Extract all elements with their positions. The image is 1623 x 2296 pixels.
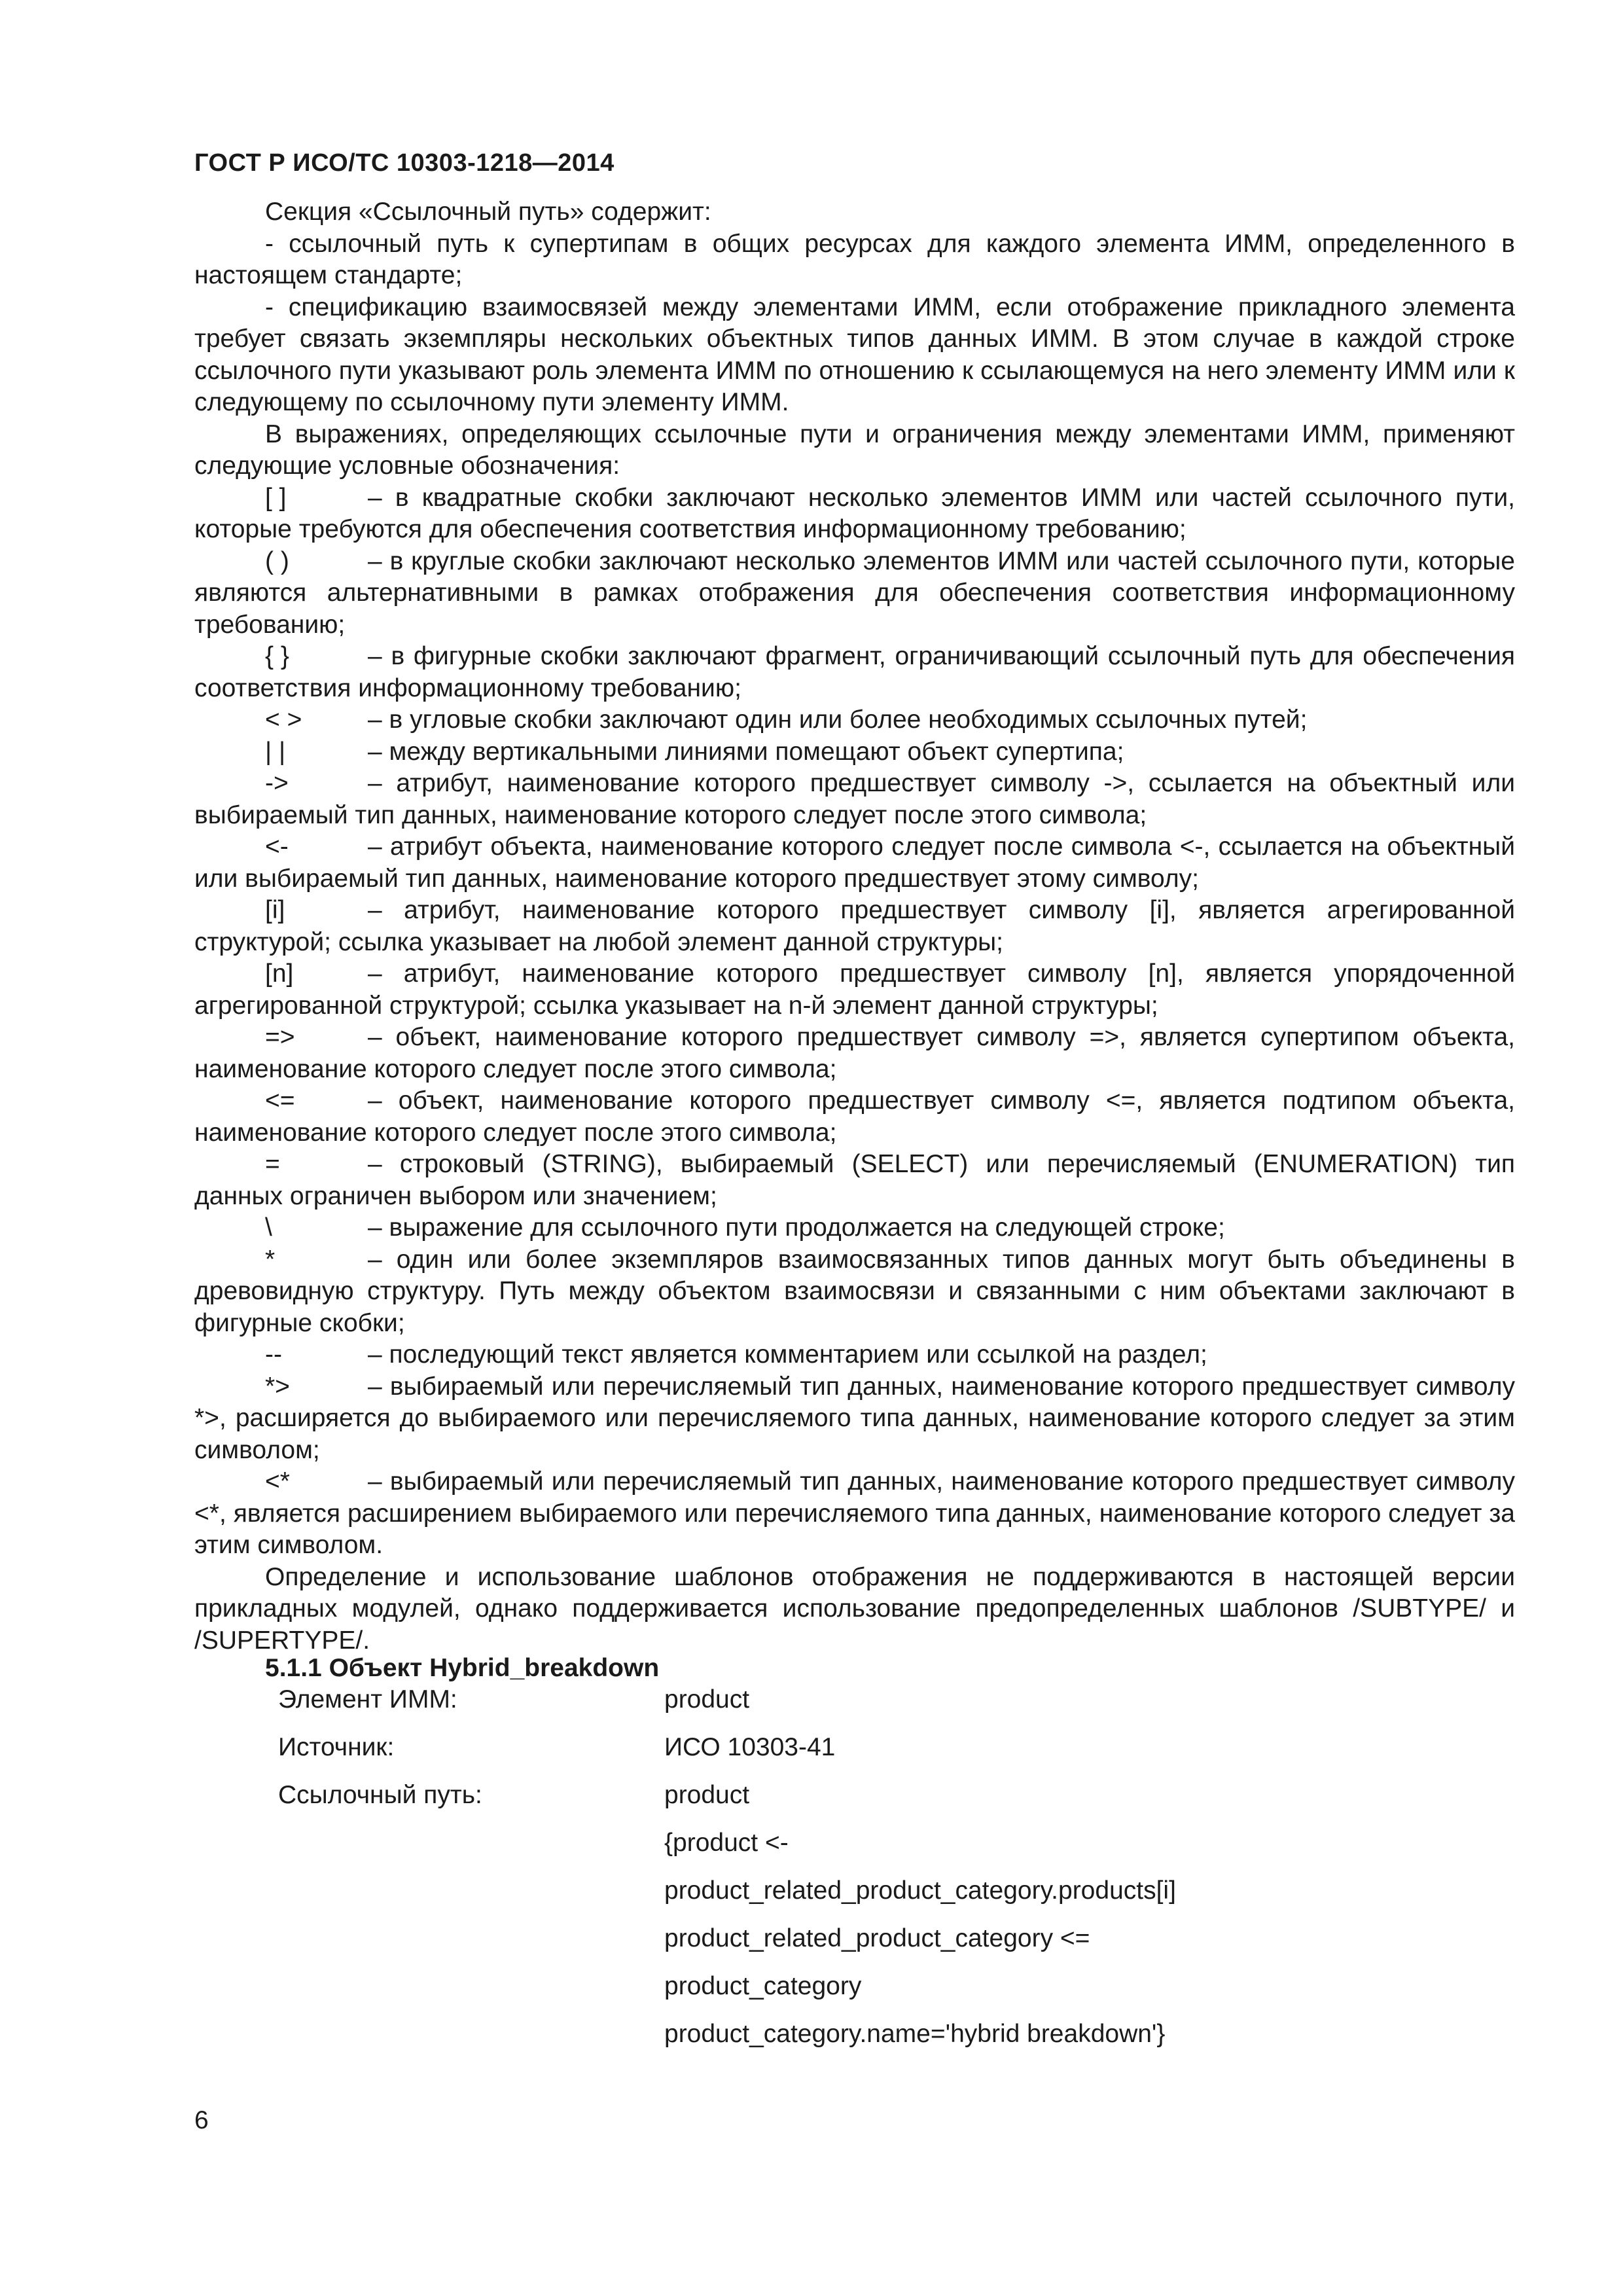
notation-symbol: ( ) <box>265 547 289 575</box>
notation-text: – в фигурные скобки заключают фрагмент, ограничивающий ссылочный путь для обеспечения соответствия информационному требованию; <box>194 642 1515 702</box>
notation-item <box>194 1149 1515 1212</box>
notation-text: – один или более экземпляров взаимосвязанных типов данных могут быть объединены в древовидную структуру. Путь между объектом взаимосвязи и связанными с ним объектами заключают в фигурные скобки; <box>194 1245 1515 1337</box>
notation-item <box>194 1212 1515 1244</box>
notation-item <box>194 1466 1515 1562</box>
notation-symbol: -> <box>265 769 289 797</box>
notation-item <box>194 958 1515 1022</box>
notation-text: – в круглые скобки заключают несколько элементов ИММ или частей ссылочного пути, которые являются альтернативными в рамках отображения для обеспечения соответствия информационному требованию; <box>194 547 1515 639</box>
mapping-values <box>664 1681 749 1729</box>
mapping-value: product <box>664 1781 750 1809</box>
notation-symbol: [i] <box>265 896 285 924</box>
notation-symbol: [n] <box>265 960 294 988</box>
page-number: 6 <box>194 2106 209 2134</box>
notation-symbol: => <box>265 1023 295 1051</box>
mapping-value: product_category <box>664 1972 862 2000</box>
mapping-value: product_category.name='hybrid breakdown'} <box>664 2020 1166 2048</box>
mapping-row <box>278 1776 1176 2063</box>
notation-symbol: = <box>265 1150 280 1178</box>
notation-symbol: | | <box>265 737 286 766</box>
notation-list <box>194 482 1515 1562</box>
mapping-value: product_related_product_category <= <box>664 1924 1090 1952</box>
notation-text: – атрибут, наименование которого предшествует символу [n], является упорядоченной агрегированной структурой; ссылка указывает на n-й элемент данной структуры; <box>194 960 1515 1020</box>
notation-symbol: <* <box>265 1467 290 1496</box>
notation-symbol: -- <box>265 1340 282 1369</box>
notation-symbol: <= <box>265 1086 295 1115</box>
notation-item <box>194 704 1515 736</box>
notation-item <box>194 768 1515 831</box>
notation-text: – атрибут, наименование которого предшествует символу ->, ссылается на объектный или выбираемый тип данных, наименование которого следует после этого символа; <box>194 769 1515 829</box>
mapping-value: product <box>664 1685 750 1713</box>
notation-item <box>194 1085 1515 1149</box>
closing-paragraph: Определение и использование шаблонов отображения не поддерживаются в настоящей версии прикладных модулей, однако поддерживается использование предопределенных шаблонов /SUBTYPE/ и /SUPERTYPE/. <box>194 1562 1515 1655</box>
notation-item <box>194 641 1515 704</box>
mapping-value: product_related_product_category.products[i] <box>664 1876 1176 1905</box>
notation-item <box>194 1339 1515 1371</box>
notation-item <box>194 1022 1515 1085</box>
notation-item <box>194 895 1515 958</box>
notation-item <box>194 831 1515 895</box>
notation-item <box>194 1244 1515 1340</box>
mapping-value: ИСО 10303-41 <box>664 1733 836 1761</box>
notation-text: – атрибут, наименование которого предшествует символу [i], является агрегированной структурой; ссылка указывает на любой элемент данной структуры; <box>194 896 1515 956</box>
notation-symbol: [ ] <box>265 483 287 512</box>
notation-symbol: \ <box>265 1213 272 1242</box>
bullet-item: - спецификацию взаимосвязей между элементами ИММ, если отображение прикладного элемента требует связать экземпляры нескольких объектных типов данных ИММ. В этом случае в каждой строке ссылочного пути указывают роль элемента ИММ по отношению к ссылающемуся на него элементу ИММ или к следующему по ссылочному пути элементу ИММ. <box>194 293 1515 416</box>
notation-text: – объект, наименование которого предшествует символу =>, является супертипом объекта, наименование которого следует после этого символа; <box>194 1023 1515 1083</box>
notation-text: – атрибут объекта, наименование которого следует после символа <-, ссылается на объектный или выбираемый тип данных, наименование которого предшествует этому символу; <box>194 833 1515 893</box>
mapping-label: Ссылочный путь: <box>278 1781 482 1809</box>
mapping-label: Источник: <box>278 1733 395 1761</box>
notation-symbol: <- <box>265 833 289 861</box>
section-heading: 5.1.1 Объект Hybrid_breakdown <box>265 1654 660 1682</box>
notation-intro-paragraph: В выражениях, определяющих ссылочные пути и ограничения между элементами ИММ, применяют следующие условные обозначения: <box>194 420 1515 480</box>
notation-symbol: * <box>265 1245 276 1274</box>
notation-text: – выбираемый или перечисляемый тип данных, наименование которого предшествует символу <*, является расширением выбираемого или перечисляемого типа данных, наименование которого следует за этим символом. <box>194 1467 1515 1559</box>
mapping-table <box>278 1681 1176 2063</box>
notation-symbol: *> <box>265 1372 290 1401</box>
notation-text: – выбираемый или перечисляемый тип данных, наименование которого предшествует символу *>, расширяется до выбираемого или перечисляемого типа данных, наименование которого следует за этим символом; <box>194 1372 1515 1464</box>
notation-text: – выражение для ссылочного пути продолжается на следующей строке; <box>368 1213 1225 1242</box>
notation-item <box>194 1371 1515 1467</box>
mapping-value: {product <- <box>664 1829 789 1857</box>
notation-text: – последующий текст является комментарием или ссылкой на раздел; <box>368 1340 1207 1369</box>
notation-symbol: { } <box>265 642 289 670</box>
notation-item <box>194 736 1515 768</box>
intro-paragraph: Секция «Ссылочный путь» содержит: <box>265 198 711 226</box>
bullet-item: - ссылочный путь к супертипам в общих ресурсах для каждого элемента ИММ, определенного в настоящем стандарте; <box>194 229 1515 289</box>
document-body <box>194 196 1515 1657</box>
notation-text: – в угловые скобки заключают один или более необходимых ссылочных путей; <box>368 706 1308 734</box>
mapping-row <box>278 1729 1176 1776</box>
mapping-values <box>664 1776 1176 2063</box>
document-header: ГОСТ Р ИСО/ТС 10303-1218—2014 <box>194 149 615 177</box>
mapping-values <box>664 1729 835 1776</box>
notation-item <box>194 546 1515 641</box>
notation-item <box>194 482 1515 546</box>
notation-text: – между вертикальными линиями помещают объект супертипа; <box>368 737 1124 766</box>
notation-text: – объект, наименование которого предшествует символу <=, является подтипом объекта, наименование которого следует после этого символа; <box>194 1086 1515 1147</box>
notation-text: – строковый (STRING), выбираемый (SELECT) или перечисляемый (ENUMERATION) тип данных ограничен выбором или значением; <box>194 1150 1515 1210</box>
mapping-row <box>278 1681 1176 1729</box>
notation-symbol: < > <box>265 706 302 734</box>
mapping-label: Элемент ИММ: <box>278 1685 457 1713</box>
notation-text: – в квадратные скобки заключают несколько элементов ИММ или частей ссылочного пути, которые требуются для обеспечения соответствия информационному требованию; <box>194 483 1515 543</box>
